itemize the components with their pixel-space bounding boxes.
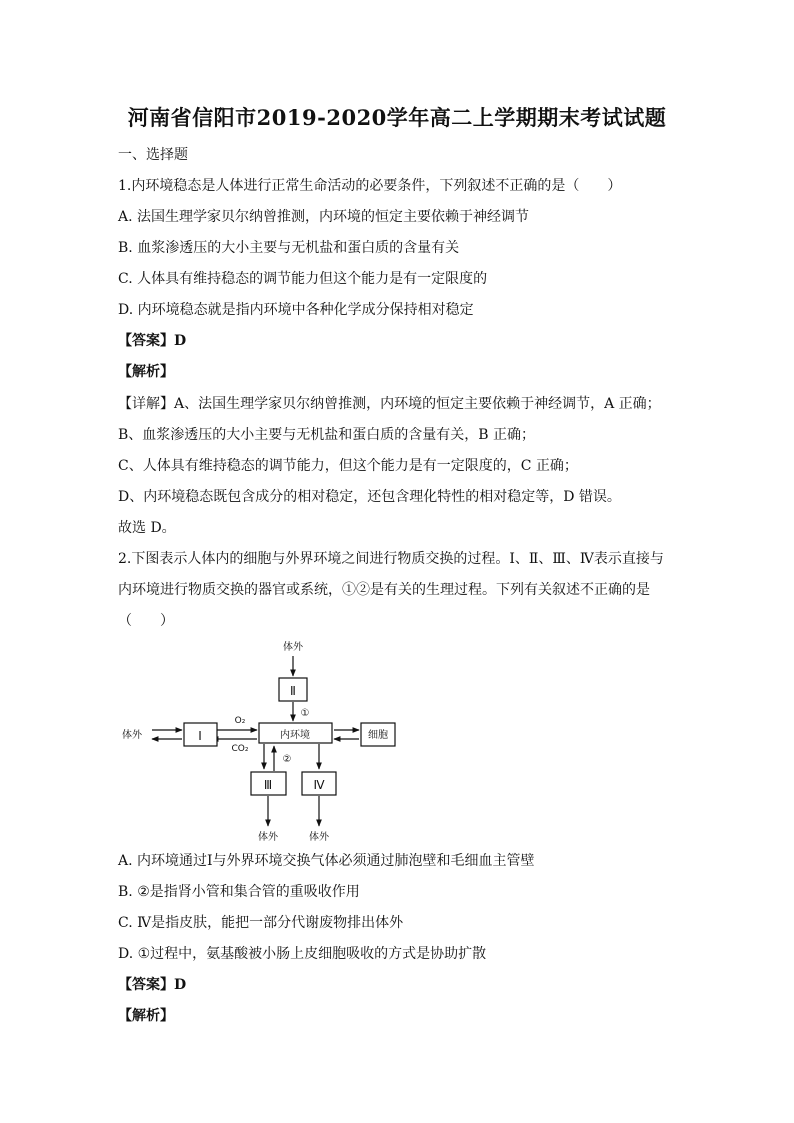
label-oxygen: O₂ <box>234 716 246 726</box>
label-box-I: Ⅰ <box>198 729 202 743</box>
question-2-stem-line1: 2.下图表示人体内的细胞与外界环境之间进行物质交换的过程。Ⅰ、Ⅱ、Ⅲ、Ⅳ表示直接与 <box>118 551 664 567</box>
label-process-2: ② <box>282 754 292 765</box>
q1-option-c: C. 人体具有维持稳态的调节能力但这个能力是有一定限度的 <box>118 271 488 287</box>
q1-detail-a: 【详解】A、法国生理学家贝尔纳曾推测，内环境的恒定主要依赖于神经调节，A 正确； <box>118 396 661 412</box>
question-2-stem-line3: （ ） <box>118 613 174 629</box>
label-internal-environment: 内环境 <box>280 730 310 741</box>
q1-option-a: A. 法国生理学家贝尔纳曾推测，内环境的恒定主要依赖于神经调节 <box>118 209 530 225</box>
q1-detail-c: C、人体具有维持稳态的调节能力，但这个能力是有一定限度的，C 正确； <box>118 458 578 474</box>
question-2-stem-line2: 内环境进行物质交换的器官或系统，①②是有关的生理过程。下列有关叙述不正确的是 <box>118 582 650 598</box>
label-outside-left: 体外 <box>122 730 142 741</box>
label-outside-bottom-III: 体外 <box>258 832 278 843</box>
page-title: 河南省信阳市2019-2020学年高二上学期期末考试试题 <box>127 105 667 130</box>
label-carbon-dioxide: CO₂ <box>231 744 249 754</box>
q1-answer: 【答案】D <box>118 333 187 349</box>
label-process-1: ① <box>300 708 310 719</box>
label-box-III: Ⅲ <box>263 778 273 792</box>
q1-detail-b: B、血浆渗透压的大小主要与无机盐和蛋白质的含量有关，B 正确； <box>118 427 536 443</box>
q2-analysis-label: 【解析】 <box>118 1008 174 1024</box>
label-outside-bottom-IV: 体外 <box>309 832 329 843</box>
label-box-IV: Ⅳ <box>313 778 325 792</box>
section-heading: 一、选择题 <box>118 147 188 163</box>
question-1-stem: 1.内环境稳态是人体进行正常生命活动的必要条件，下列叙述不正确的是（ ） <box>118 178 622 194</box>
q2-option-b: B. ②是指肾小管和集合管的重吸收作用 <box>118 884 360 900</box>
q2-option-c: C. Ⅳ是指皮肤，能把一部分代谢废物排出体外 <box>118 915 404 931</box>
label-cell: 细胞 <box>368 730 388 741</box>
q1-conclusion: 故选 D。 <box>118 520 176 536</box>
q2-answer: 【答案】D <box>118 977 187 993</box>
q1-analysis-label: 【解析】 <box>118 364 174 380</box>
q2-option-d: D. ①过程中，氨基酸被小肠上皮细胞吸收的方式是协助扩散 <box>118 946 487 962</box>
q1-option-d: D. 内环境稳态就是指内环境中各种化学成分保持相对稳定 <box>118 302 474 318</box>
q2-option-a: A. 内环境通过Ⅰ与外界环境交换气体必须通过肺泡壁和毛细血主管壁 <box>118 853 535 869</box>
label-box-II: Ⅱ <box>290 684 296 698</box>
q1-option-b: B. 血浆渗透压的大小主要与无机盐和蛋白质的含量有关 <box>118 240 460 256</box>
label-outside-top: 体外 <box>283 642 303 653</box>
material-exchange-diagram <box>112 636 412 848</box>
q1-detail-d: D、内环境稳态既包含成分的相对稳定，还包含理化特性的相对稳定等，D 错误。 <box>118 489 621 505</box>
